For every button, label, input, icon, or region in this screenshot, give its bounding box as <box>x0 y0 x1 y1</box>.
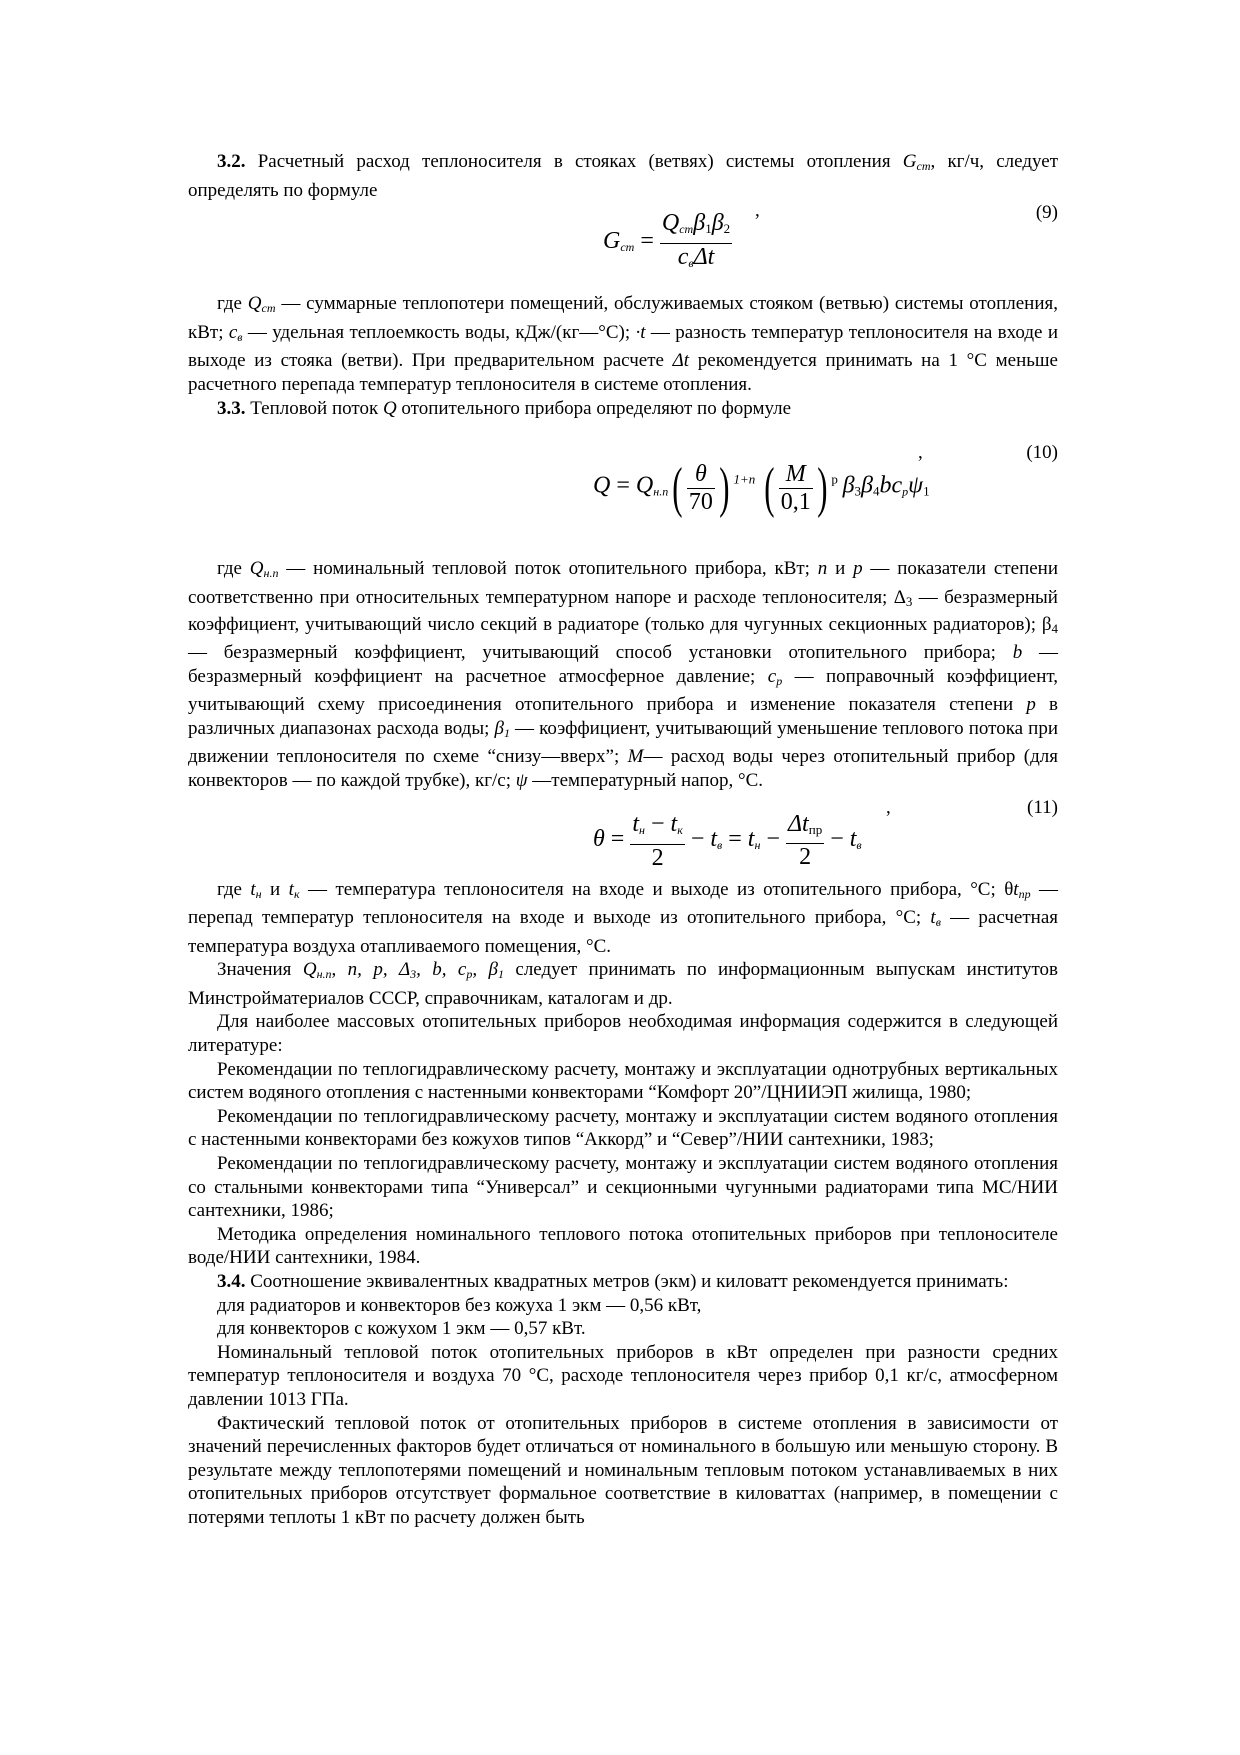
paragraph-nominal-flow: Номинальный тепловой поток отопительных приборов в кВт определен при разности средних температур теплоносителя и воздуха 70 °С, расходе теплоносителя через прибор 0,1 кг/с, атмосферном давлении 1013 ГПа. <box>188 1341 1058 1410</box>
section-number: 3.4. <box>217 1271 246 1292</box>
formula-9: $G_{ст}$ = $\frac{Q_{ст}\beta 1\beta 2}{c_в\Delta t}$ <box>603 210 732 277</box>
formula-10: $Q = Q_{н.п}$( $\frac{\theta}{70}$ ) $^{1+n}$ ( $\frac{M}{0,1}$ ) $^p$ $\beta 3\beta 4bc_p\psi 1$ <box>593 457 930 520</box>
equation-number: (11) <box>1027 796 1058 818</box>
paragraph-literature-item: Рекомендации по теплогидравлическому расчету, монтажу и эксплуатации однотрубных вертикальных систем водяного отопления с настенными конвекторами “Комфорт 20”/ЦНИИЭП жилища, 1980; <box>188 1058 1058 1104</box>
equation-number: (9) <box>1035 202 1058 224</box>
paragraph-where-11: где $t_н$ и $t_к$ — температура теплоносителя на входе и выходе из отопительного прибора, °С; $\theta t_{пр}$ — перепад температур теплоносителя на входе и выходе из отопительного прибора, °С; $t_в$ — расчетная температура воздуха отапливаемого помещения, °С. <box>188 878 1059 957</box>
paragraph-3-2: 3.2. Расчетный расход теплоносителя в стояках (ветвях) системы отопления $G_{ст}$, кг/ч, следует определять по формуле <box>188 151 1059 201</box>
paragraph-3-3: 3.3. Тепловой поток Q отопительного прибора определяют по формуле <box>217 397 792 419</box>
fraction-theta: $\frac{\theta}{70}$ <box>688 460 713 515</box>
paragraph-ratio-radiators: для радиаторов и конвекторов без кожуха 1 экм — 0,56 кВт, <box>217 1294 702 1316</box>
section-number: 3.2. <box>217 151 246 172</box>
fraction-m: $\frac{M}{0,1}$ <box>780 460 811 515</box>
document-page <box>188 150 1058 1530</box>
paragraph-literature-item: Методика определения номинального теплового потока отопительных приборов при теплоносителе воде/НИИ сантехники, 1984. <box>188 1223 1058 1269</box>
fraction: $\frac{Q_{ст}\beta 1\beta 2}{c_в\Delta t}$ <box>661 210 731 271</box>
paragraph-3-4: 3.4. Соотношение эквивалентных квадратных метров (экм) и киловатт рекомендуется принимать: <box>217 1271 1009 1292</box>
paragraph-actual-flow: Фактический тепловой поток от отопительных приборов в системе отопления в зависимости от значений перечисленных факторов будет отличаться от номинального в большую или меньшую сторону. В результате между теплопотерями помещений и номинальным тепловым потоком устанавливаемых в них отопительных приборов отсутствует формальное соответствие в киловаттах (например, в помещении с потерями теплоты 1 кВт по расчету должен быть <box>188 1412 1058 1528</box>
section-number: 3.3. <box>217 397 246 419</box>
paragraph-values: Значения $Q_{н.п}$, n, р, $\Delta_3$, b, $с_р$, $\beta_1$ следует принимать по информационным выпускам институтов Минстройматериалов СССР, справочникам, каталогам и др. <box>188 959 1058 1009</box>
equation-10: , (10) $Q = Q_{н.п}$( $\frac{\theta}{70}$ ) $^{1+n}$ ( $\frac{M}{0,1}$ ) $^p$ $\beta 3\beta 4bc_p\psi 1$ <box>593 442 1058 520</box>
formula-11: θ = $\frac{t_н - t_к}{2}$ − $t_в = t_н$ − $\frac{\text{Δtпр}}{2}$ − $t_в$ <box>593 810 862 871</box>
paragraph-ratio-convectors: для конвекторов с кожухом 1 экм — 0,57 кВт. <box>217 1318 586 1340</box>
paragraph-literature-item: Рекомендации по теплогидравлическому расчету, монтажу и эксплуатации систем водяного отопления с настенными конвекторами без кожухов типов “Аккорд” и “Север”/НИИ сантехники, 1983; <box>188 1105 1058 1151</box>
paragraph-literature-intro: Для наиболее массовых отопительных приборов необходимая информация содержится в следующей литературе: <box>188 1011 1058 1057</box>
paragraph-where-10: где $Q_{н.п}$ — номинальный тепловой поток отопительного прибора, кВт; n и р — показатели степени соответственно при относительных температурном напоре и расходе теплоносителя; Δ3 — безразмерный коэффициент, учитывающий число секций в радиаторе (только для чугунных секционных радиаторов); β4 — безразмерный коэффициент, учитывающий способ установки отопительного прибора; b — безразмерный коэффициент на расчетное атмосферное давление; $с_р$ — поправочный коэффициент, учитывающий схему присоединения отопительного прибора и изменение показателя степени р в различных диапазонах расхода воды; $\beta_1$ — коэффициент, учитывающий уменьшение теплового потока при движении теплоносителя по схеме “снизу—вверх”; М— расход воды через отопительный прибор (для конвекторов — по каждой трубке), кг/с; ψ —температурный напор, °С. <box>188 558 1059 791</box>
equation-9: , (9) $G_{ст}$ = $\frac{Q_{ст}\beta 1\beta 2}{c_в\Delta t}$ <box>188 202 1058 292</box>
fraction-tn-tk: $\frac{t_н - t_к}{2}$ <box>632 810 683 871</box>
fraction-dtpr: $\frac{\text{Δtпр}}{2}$ <box>787 811 823 870</box>
paragraph-where-9: где $Q_{ст}$ — суммарные теплопотери помещений, обслуживаемых стояком (ветвью) системы отопления, кВт; $с_в$ — удельная теплоемкость воды, кДж/(кг—°С); ·t — разность температур теплоносителя на входе и выходе из стояка (ветви). При предварительном расчете Δt рекомендуется принимать на 1 °С меньше расчетного перепада температур теплоносителя в системе отопления. <box>188 293 1058 395</box>
paragraph-literature-item: Рекомендации по теплогидравлическому расчету, монтажу и эксплуатации систем водяного отопления со стальными конвекторами типа “Универсал” и секционными чугунными радиаторами типа МС/НИИ сантехники, 1986; <box>188 1153 1058 1222</box>
equation-number: (10) <box>1026 442 1058 464</box>
equation-11: , (11) θ = $\frac{t_н - t_к}{2}$ − $t_в = t_н$ − $\frac{\text{Δtпр}}{2}$ − $t_в$ <box>593 796 1058 871</box>
